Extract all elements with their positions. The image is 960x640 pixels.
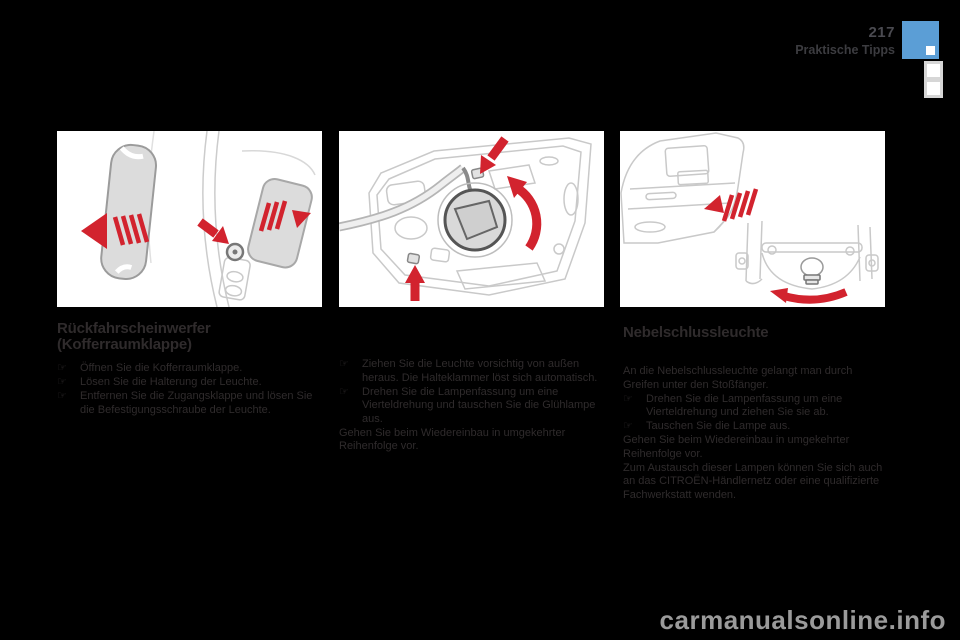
page-reference — [795, 24, 895, 57]
page-number: 217 — [868, 24, 895, 41]
pointer-icon: ☞ — [57, 376, 67, 388]
fog-light-illustration — [620, 131, 885, 307]
section-title: Nebelschlussleuchte — [623, 324, 769, 341]
dealer-note: Zum Austausch dieser Lampen können Sie sich auch an das CITROËN-Händlernetz oder eine qualifizierte Fachwerkstatt wenden. — [623, 461, 883, 501]
section-tab-2 — [924, 61, 943, 80]
pointer-icon: ☞ — [57, 362, 67, 374]
instruction-step: ☞ Drehen Sie die Lampenfassung um eine Vierteldrehung und ziehen Sie sie ab. — [623, 392, 843, 418]
pointer-icon: ☞ — [623, 392, 633, 405]
section-rear-fog-light — [623, 325, 887, 502]
pointer-icon: ☞ — [623, 420, 633, 432]
instruction-step: ☞ Tauschen Sie die Lampe aus. — [623, 420, 791, 432]
figure-bulb-holder-rotation — [339, 131, 604, 307]
instruction-step: ☞ Drehen Sie die Lampenfassung um eine Vierteldrehung und tauschen Sie die Glühlampe aus. — [339, 385, 596, 425]
bottom-clip-arrow — [405, 265, 425, 301]
figure-rear-fog-light — [620, 131, 885, 307]
pointer-icon: ☞ — [339, 385, 349, 398]
instruction-step: ☞ Lösen Sie die Halterung der Leuchte. — [57, 376, 262, 388]
instruction-step: ☞ Ziehen Sie die Leuchte vorsichtig von außen heraus. Die Halteklammer löst sich automatisch. — [339, 358, 598, 384]
instruction-step: ☞ Entfernen Sie die Zugangsklappe und lösen Sie die Befestigungsschraube der Leuchte. — [57, 390, 313, 416]
section-tab-active — [902, 21, 939, 59]
section-intro: An die Nebelschlussleuchte gelangt man durch Greifen unter den Stoßfänger. — [623, 365, 853, 391]
pointer-icon: ☞ — [57, 390, 67, 402]
figure-reversing-light-removal — [57, 131, 322, 307]
section-tab-3 — [924, 79, 943, 98]
section-label: Praktische Tipps — [795, 43, 895, 57]
watermark: carmanualsonline.info — [659, 605, 946, 635]
section-bulb-replacement-steps — [339, 358, 611, 454]
tab-marker-icon — [926, 46, 935, 55]
fog-bulb-rotate-arrow — [770, 288, 846, 303]
section-title: Rückfahrscheinwerfer (Kofferraumklappe) — [57, 320, 211, 353]
pointer-icon: ☞ — [339, 358, 349, 370]
reassembly-note: Gehen Sie beim Wiedereinbau in umgekehrter Reihenfolge vor. — [339, 426, 566, 452]
lamp-housing-illustration — [339, 131, 604, 307]
reassembly-note: Gehen Sie beim Wiedereinbau in umgekehrter Reihenfolge vor. — [623, 434, 850, 460]
tailgate-lamp-illustration — [57, 131, 322, 307]
bumper-reach-arrow — [704, 189, 756, 221]
section-reversing-light — [57, 321, 329, 418]
instruction-step: ☞ Öffnen Sie die Kofferraumklappe. — [57, 362, 243, 374]
